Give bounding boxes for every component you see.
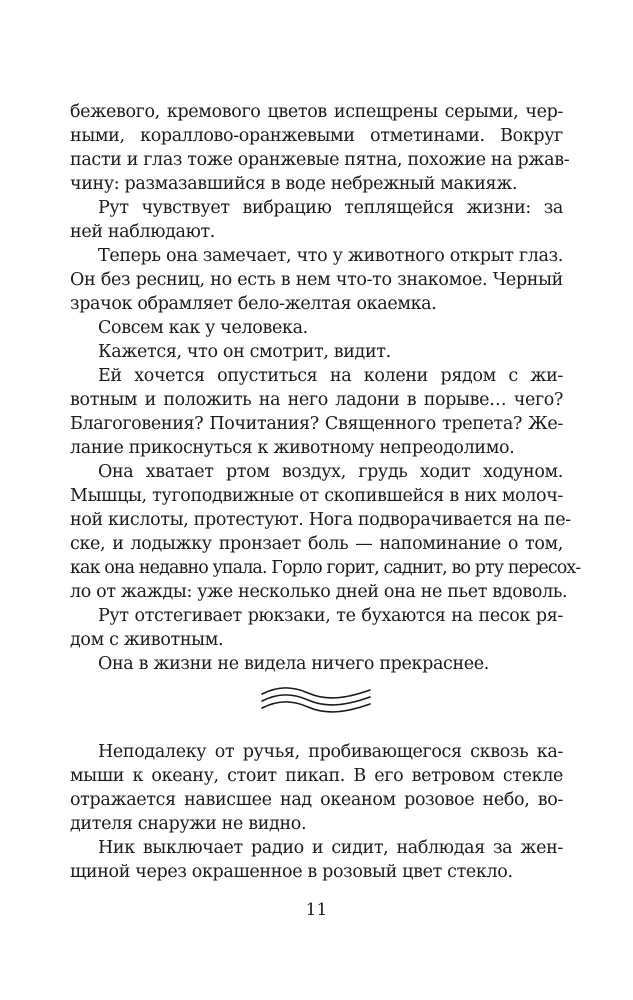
text-line: Благоговения? Почитания? Священного трепета? Же-	[70, 414, 563, 434]
text-line: Он без ресниц, но есть в нем что-то знакомое. Черный	[70, 270, 563, 290]
text-line: Неподалеку от ручья, пробивающегося сквозь ка-	[98, 742, 563, 762]
text-line: Ей хочется опуститься на колени рядом с жи-	[98, 366, 563, 386]
text-line: Теперь она замечает, что у животного открыт глаз.	[98, 246, 563, 266]
text-line: лание прикоснуться к животному непреодолимо.	[70, 438, 515, 458]
text-line: ной кислоты, протестуют. Нога подворачивается на пе-	[70, 510, 571, 530]
text-line: Кажется, что он смотрит, видит.	[98, 342, 391, 362]
text-line: ней наблюдают.	[70, 222, 216, 242]
text-line: чину: размазавшийся в воде небрежный макияж.	[70, 174, 518, 194]
text-line: Ник выключает радио и сидит, наблюдая за жен-	[98, 838, 563, 858]
text-line: вотным и положить на него ладони в порыве… чего?	[70, 390, 563, 410]
text-line: ске, и лодыжку пронзает боль — напоминание о том,	[70, 534, 563, 554]
text-line: Рут отстегивает рюкзаки, те бухаются на песок ря-	[98, 606, 563, 626]
text-line: дом с животным.	[70, 630, 224, 650]
text-line: мыши к океану, стоит пикап. В его ветровом стекле	[70, 766, 563, 786]
text-line: Она хватает ртом воздух, грудь ходит ходуном.	[98, 462, 563, 482]
text-line: как она недавно упала. Горло горит, саднит, во рту пересох-	[70, 558, 581, 578]
text-line: Мышцы, тугоподвижные от скопившейся в них молоч-	[70, 486, 563, 506]
text-line: Совсем как у человека.	[98, 318, 308, 338]
text-line: щиной через окрашенное в розовый цвет стекло.	[70, 862, 513, 882]
book-page	[70, 0, 581, 1000]
wave-separator-icon	[258, 682, 374, 718]
text-line: ло от жажды: уже несколько дней она не пьет вдоволь.	[70, 582, 568, 602]
text-line: бежевого, кремового цветов испещрены серыми, чер-	[70, 102, 563, 122]
text-line: Она в жизни не видела ничего прекраснее.	[98, 654, 490, 674]
text-line: ными, кораллово-оранжевыми отметинами. Вокруг	[70, 126, 563, 146]
text-line: дителя снаружи не видно.	[70, 814, 307, 834]
text-line: Рут чувствует вибрацию теплящейся жизни: за	[98, 198, 563, 218]
page-number: 11	[305, 900, 328, 920]
text-line: зрачок обрамляет бело-желтая окаемка.	[70, 294, 437, 314]
text-line: пасти и глаз тоже оранжевые пятна, похожие на ржав-	[70, 150, 570, 170]
text-line: отражается нависшее над океаном розовое небо, во-	[70, 790, 563, 810]
